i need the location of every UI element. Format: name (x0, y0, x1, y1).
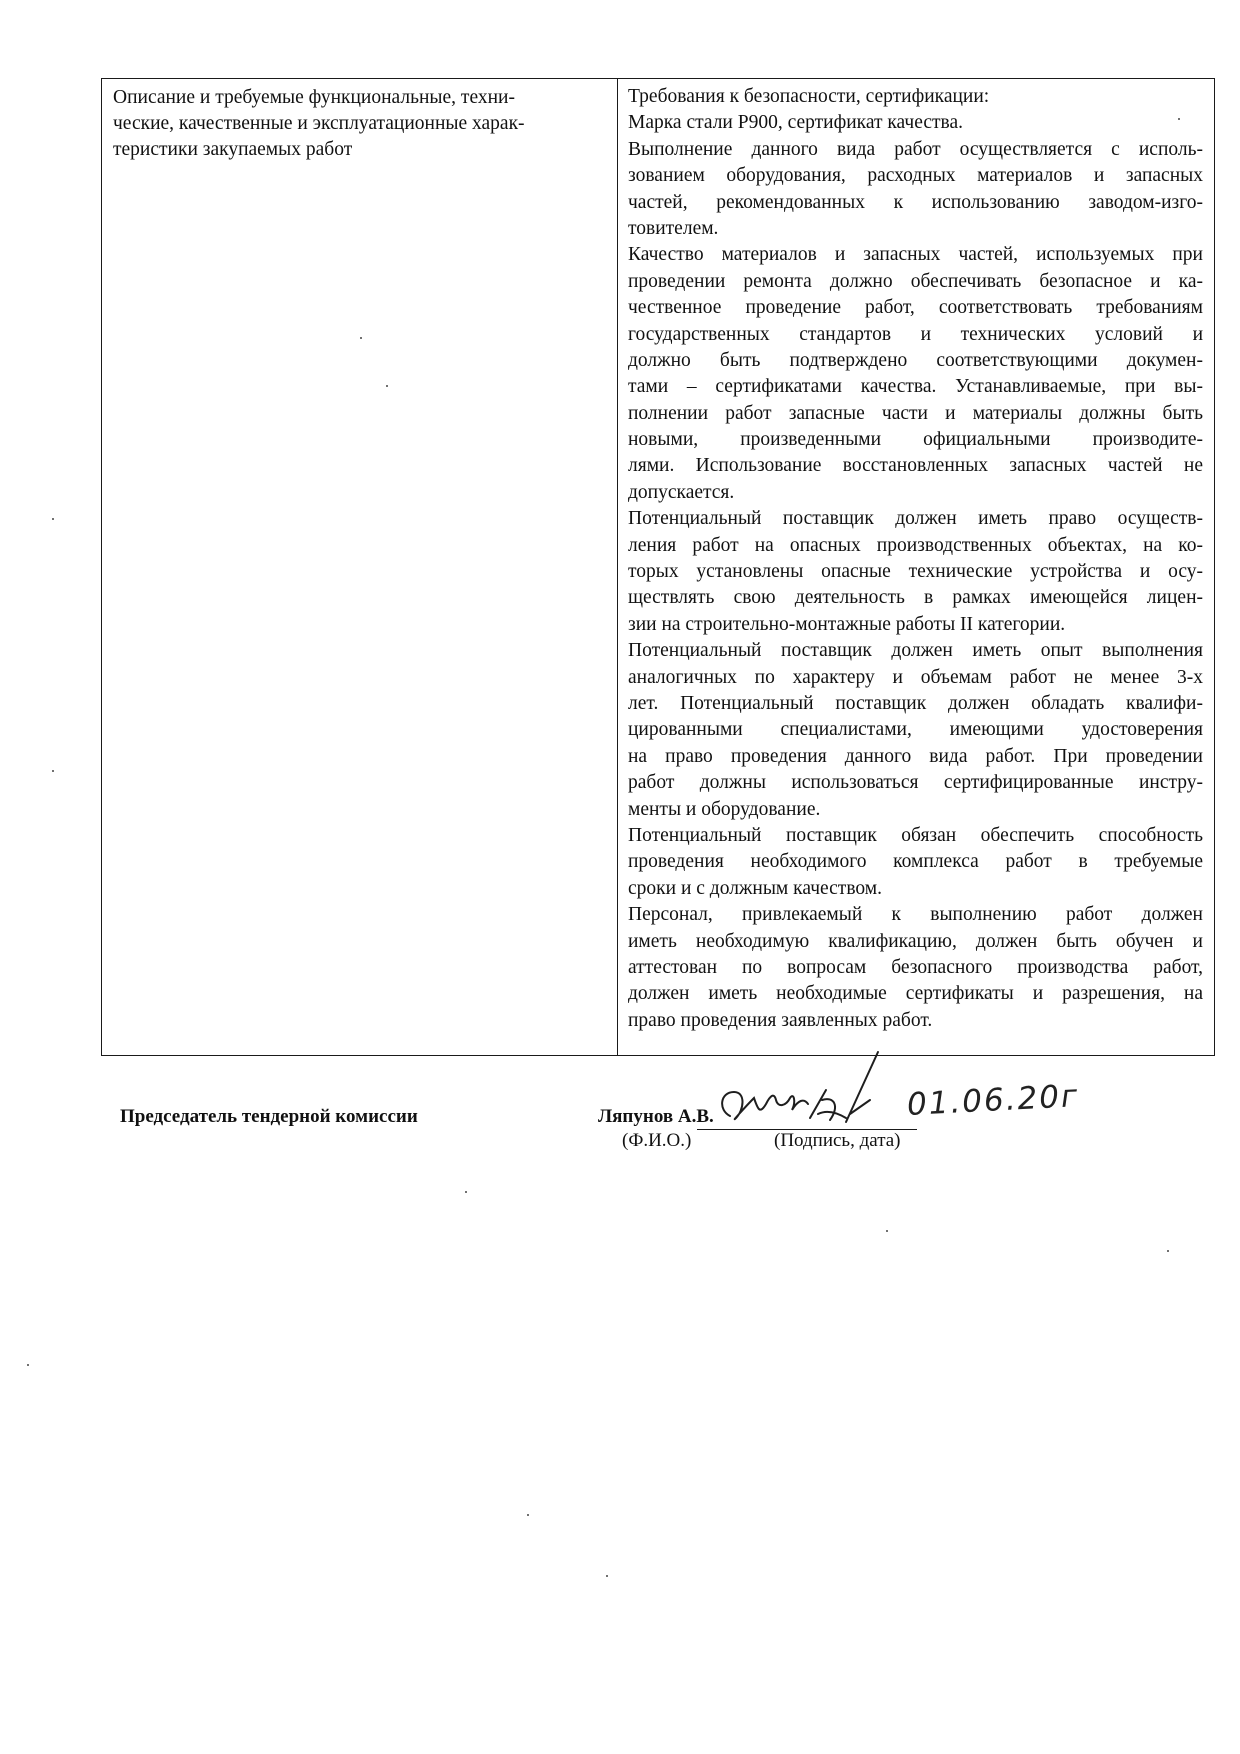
requirement-heading-cell (113, 85, 605, 163)
requirement-line: Персонал, привлекаемый к выполнению работ должен (628, 904, 1203, 926)
requirement-line: зии на строительно-монтажные работы II категории. (628, 613, 1066, 635)
requirement-line: чественное проведение работ, соответствовать требованиям (628, 297, 1203, 319)
requirement-line: проведении ремонта должно обеспечивать безопасное и ка- (628, 270, 1203, 292)
requirement-line: должно быть подтверждено соответствующими докумен- (628, 349, 1203, 371)
requirement-line: менты и оборудование. (628, 798, 821, 820)
requirement-line: Марка стали Р900, сертификат качества. (628, 112, 964, 134)
fio-caption: (Ф.И.О.) (622, 1130, 692, 1151)
scan-speck (886, 1230, 888, 1232)
requirement-line: Качество материалов и запасных частей, используемых при (628, 244, 1203, 266)
signatory-name: Ляпунов А.В. (598, 1106, 714, 1127)
requirement-line: аналогичных по характеру и объемам работ не менее 3-х (628, 666, 1203, 688)
requirement-line: проведения необходимого комплекса работ в требуемые (628, 851, 1203, 873)
requirement-line: зованием оборудования, расходных материалов и запасных (628, 165, 1203, 187)
requirement-line: цированными специалистами, имеющими удостоверения (628, 719, 1203, 741)
scan-speck (27, 1364, 29, 1366)
handwritten-date: 01.06.20г (906, 1078, 1081, 1123)
column-divider (617, 79, 618, 1055)
heading-line: Описание и требуемые функциональные, техни- (113, 87, 515, 108)
scan-speck (1167, 1250, 1169, 1252)
requirement-line: лями. Использование восстановленных запасных частей не (628, 455, 1203, 477)
requirement-line: новыми, произведенными официальными производите- (628, 429, 1203, 451)
requirement-line: на право проведения данного вида работ. При проведении (628, 745, 1203, 767)
requirement-line: Потенциальный поставщик должен иметь опыт выполнения (628, 640, 1203, 662)
scan-speck (386, 385, 388, 387)
scan-speck (527, 1514, 529, 1516)
scan-speck (1178, 118, 1180, 120)
chair-label: Председатель тендерной комиссии (120, 1106, 418, 1127)
requirement-line: ществлять свою деятельность в рамках имеющейся лицен- (628, 587, 1203, 609)
requirement-line: тами – сертификатами качества. Устанавливаемые, при вы- (628, 376, 1203, 398)
requirement-line: допускается. (628, 481, 735, 503)
requirement-text-cell (628, 84, 1203, 1034)
scan-speck (52, 518, 54, 520)
requirement-line: Требования к безопасности, сертификации: (628, 86, 990, 107)
scan-speck (606, 1575, 608, 1577)
requirement-line: Выполнение данного вида работ осуществляется с исполь- (628, 138, 1203, 160)
requirement-line: государственных стандартов и технических условий и (628, 323, 1203, 345)
requirements-table (101, 78, 1215, 1056)
requirement-line: Потенциальный поставщик должен иметь право осуществ- (628, 508, 1203, 530)
requirement-line: Потенциальный поставщик обязан обеспечить способность (628, 824, 1203, 846)
scan-speck (360, 337, 362, 339)
requirement-line: лет. Потенциальный поставщик должен обладать квалифи- (628, 692, 1203, 714)
heading-line: ческие, качественные и эксплуатационные харак- (113, 113, 525, 134)
requirement-line: частей, рекомендованных к использованию заводом-изго- (628, 191, 1203, 213)
requirement-line: работ должны использоваться сертифицированные инстру- (628, 772, 1203, 794)
scan-speck (52, 770, 54, 772)
requirement-line: сроки и с должным качеством. (628, 877, 882, 899)
requirement-line: ления работ на опасных производственных объектах, на ко- (628, 534, 1203, 556)
requirement-line: аттестован по вопросам безопасного производства работ, (628, 956, 1203, 978)
requirement-line: иметь необходимую квалификацию, должен быть обучен и (628, 930, 1203, 952)
signature-date-caption: (Подпись, дата) (774, 1130, 901, 1151)
requirement-line: товителем. (628, 217, 719, 239)
requirement-line: право проведения заявленных работ. (628, 1009, 933, 1031)
heading-line: теристики закупаемых работ (113, 139, 353, 160)
requirement-line: торых установлены опасные технические устройства и осу- (628, 561, 1203, 583)
scan-speck (465, 1191, 467, 1193)
requirement-line: полнении работ запасные части и материалы должны быть (628, 402, 1203, 424)
requirement-line: должен иметь необходимые сертификаты и разрешения, на (628, 983, 1203, 1005)
